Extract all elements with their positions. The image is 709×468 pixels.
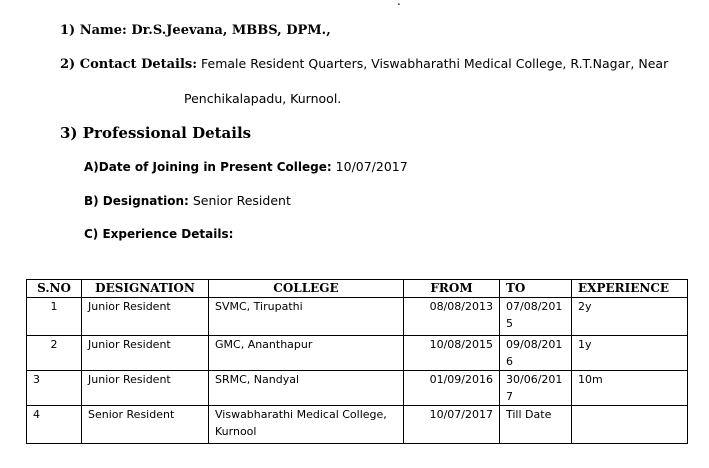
contact-details-continuation: Penchikalapadu, Kurnool. (184, 91, 342, 106)
cell-to-line1: 07/08/201 (506, 300, 563, 313)
cell-designation: Senior Resident (82, 406, 209, 444)
cell-sno: 4 (27, 406, 82, 444)
cell-experience: 1y (572, 336, 688, 371)
table-header-row (27, 280, 688, 298)
cell-to: Till Date (500, 406, 572, 444)
header-experience: EXPERIENCE (572, 280, 688, 298)
table-row (27, 406, 688, 444)
cell-college: GMC, Ananthapur (209, 336, 404, 371)
cell-from: 10/08/2015 (404, 336, 500, 371)
cell-from: 01/09/2016 (404, 371, 500, 406)
cell-from: 08/08/2013 (404, 298, 500, 336)
cell-experience (572, 406, 688, 444)
header-to: TO (500, 280, 572, 298)
designation-label: B) Designation: (84, 194, 189, 208)
cell-from: 10/07/2017 (404, 406, 500, 444)
cell-college: SRMC, Nandyal (209, 371, 404, 406)
cell-designation: Junior Resident (82, 371, 209, 406)
cell-college (209, 406, 404, 444)
contact-details-label: 2) Contact Details: (60, 57, 198, 72)
cell-to-line2: 6 (506, 355, 513, 368)
professional-details-heading: 3) Professional Details (60, 124, 252, 142)
header-college: COLLEGE (209, 280, 404, 298)
cell-to-line2: 5 (506, 317, 513, 330)
table-row (27, 298, 688, 336)
date-of-joining-line (84, 159, 408, 174)
header-designation: DESIGNATION (82, 280, 209, 298)
contact-details-line (60, 56, 668, 72)
cell-experience: 2y (572, 298, 688, 336)
designation-value: Senior Resident (188, 193, 291, 208)
table-row (27, 336, 688, 371)
cell-to (500, 371, 572, 406)
experience-table (26, 279, 688, 444)
cell-college: SVMC, Tirupathi (209, 298, 404, 336)
cell-sno: 3 (27, 371, 82, 406)
cell-to (500, 298, 572, 336)
header-sno: S.NO (27, 280, 82, 298)
header-from: FROM (404, 280, 500, 298)
designation-line (84, 193, 291, 208)
cell-to-line1: 09/08/201 (506, 338, 563, 351)
name-line: 1) Name: Dr.S.Jeevana, MBBS, DPM., (60, 23, 331, 38)
date-of-joining-value: 10/07/2017 (331, 159, 408, 174)
contact-details-value: Female Resident Quarters, Viswabharathi Medical College, R.T.Nagar, Near (197, 56, 669, 71)
cell-to (500, 336, 572, 371)
experience-details-label: C) Experience Details: (84, 227, 234, 241)
cell-college-line2: Kurnool (215, 425, 257, 438)
page-top-mark: . (397, 0, 401, 8)
cell-sno: 2 (27, 336, 82, 371)
cell-designation: Junior Resident (82, 298, 209, 336)
cell-to-line2: 7 (506, 390, 513, 403)
cell-to-line1: 30/06/201 (506, 373, 563, 386)
cell-designation: Junior Resident (82, 336, 209, 371)
table-row (27, 371, 688, 406)
cell-college-line1: Viswabharathi Medical College, (215, 408, 387, 421)
date-of-joining-label: A)Date of Joining in Present College: (84, 160, 332, 174)
cell-experience: 10m (572, 371, 688, 406)
cell-sno: 1 (27, 298, 82, 336)
